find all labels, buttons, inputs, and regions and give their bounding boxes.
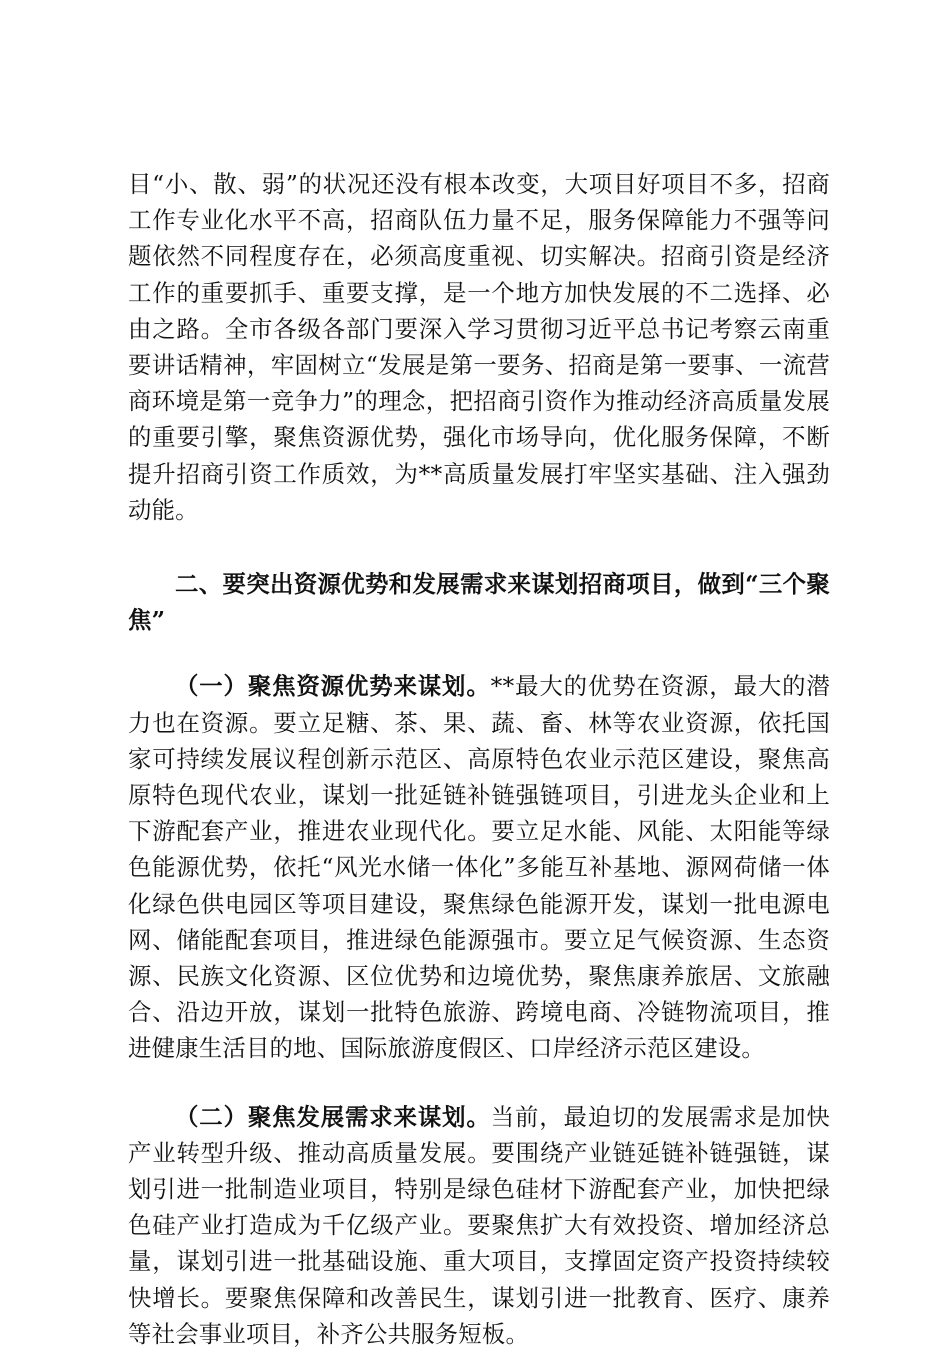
paragraph-lead-focus-needs: （二）聚焦发展需求来谋划。 [175,1102,491,1131]
section-heading-2: 二、要突出资源优势和发展需求来谋划招商项目，做到“三个聚焦” [128,570,830,635]
body-paragraph-focus-needs [128,1099,830,1352]
body-paragraph-focus-resources [128,668,830,1066]
paragraph-text-focus-resources: **最大的优势在资源，最大的潜力也在资源。要立足糖、茶、果、蔬、畜、林等农业资源，依托国家可持续发展议程创新示范区、高原特色农业示范区建设，聚焦高原特色现代农业，谋划一批延链补链强链项目，引进龙头企业和上下游配套产业，推进农业现代化。要立足水能、风能、太阳能等绿色能源优势，依托“风光水储一体化”多能互补基地、源网荷储一体化绿色供电园区等项目建设，聚焦绿色能源开发，谋划一批电源电网、储能配套项目，推进绿色能源强市。要立足气候资源、生态资源、民族文化资源、区位优势和边境优势，聚焦康养旅居、文旅融合、沿边开放，谋划一批特色旅游、跨境电商、冷链物流项目，推进健康生活目的地、国际旅游度假区、口岸经济示范区建设。 [128,672,830,1063]
body-paragraph-1: 目“小、散、弱”的状况还没有根本改变，大项目好项目不多，招商工作专业化水平不高，招商队伍力量不足，服务保障能力不强等问题依然不同程度存在，必须高度重视、切实解决。招商引资是经济工作的重要抓手、重要支撑，是一个地方加快发展的不二选择、必由之路。全市各级各部门要深入学习贯彻习近平总书记考察云南重要讲话精神，牢固树立“发展是第一要务、招商是第一要事、一流营商环境是第一竞争力”的理念，把招商引资作为推动经济高质量发展的重要引擎，聚焦资源优势，强化市场导向，优化服务保障，不断提升招商引资工作质效，为**高质量发展打牢坚实基础、注入强劲动能。 [128,170,830,524]
paragraph-lead-focus-resources: （一）聚焦资源优势来谋划。 [175,672,491,701]
document-page [128,166,830,1352]
paragraph-text-focus-needs: 当前，最迫切的发展需求是加快产业转型升级、推动高质量发展。要围绕产业链延链补链强链，谋划引进一批制造业项目，特别是绿色硅材下游配套产业，加快把绿色硅产业打造成为千亿级产业。要聚焦扩大有效投资、增加经济总量，谋划引进一批基础设施、重大项目，支撑固定资产投资持续较快增长。要聚焦保障和改善民生，谋划引进一批教育、医疗、康养等社会事业项目，补齐公共服务短板。 [128,1102,830,1348]
